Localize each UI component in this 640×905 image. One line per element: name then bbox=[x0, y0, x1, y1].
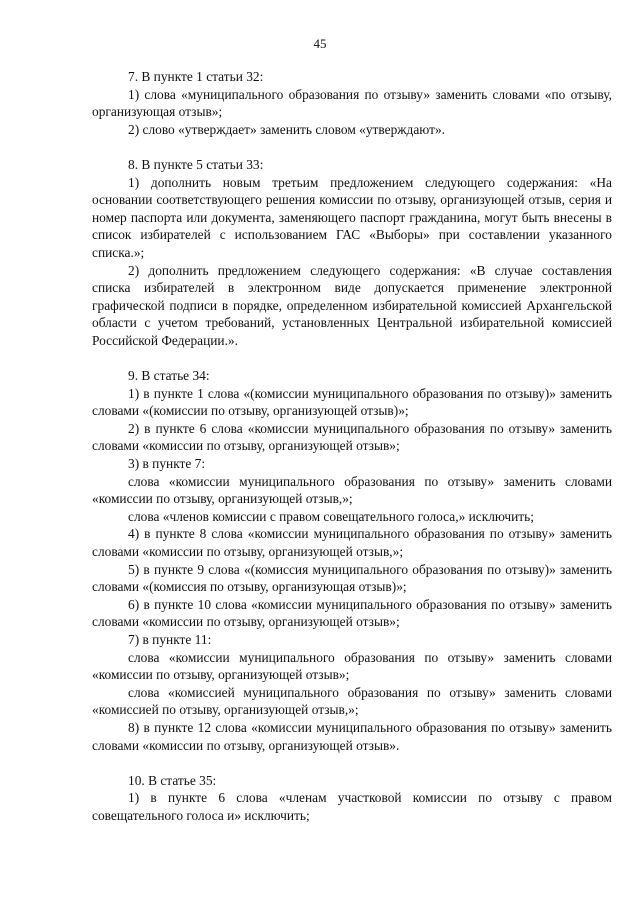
paragraph: 1) дополнить новым третьим предложением следующего содержания: «На основании соответствующего решения комиссии по отзыву, организующей отзыв, серия и номер паспорта или документа, заменяющего паспорт гражданина, могут быть внесены в список избирателей с использованием ГАС «Выборы» при составлении указанного списка.»; bbox=[92, 174, 612, 260]
paragraph: 2) дополнить предложением следующего содержания: «В случае составления списка избирателей в электронном виде допускается применение электронной графической подписи в порядке, определенном избирательной комиссией Архангельской области с учетом требований, установленных Центральной избирательной комиссией Российской Федерации.». bbox=[92, 262, 612, 348]
page-number: 45 bbox=[313, 36, 327, 51]
paragraph: 8) в пункте 12 слова «комиссии муниципального образования по отзыву» заменить словами «комиссии по отзыву, организующей отзыв». bbox=[92, 719, 612, 753]
paragraph: 1) в пункте 6 слова «членам участковой комиссии по отзыву с правом совещательного голоса и» исключить; bbox=[92, 790, 612, 823]
paragraph: 2) в пункте 6 слова «комиссии муниципального образования по отзыву» заменить словами «комиссии по отзыву, организующей отзыв»; bbox=[92, 420, 612, 454]
paragraph: 10. В статье 35: bbox=[128, 772, 217, 788]
section-item-8 bbox=[92, 156, 612, 350]
paragraph: 1) слова «муниципального образования по отзыву» заменить словами «по отзыву, организующая отзыв»; bbox=[92, 86, 612, 120]
section-item-9 bbox=[92, 367, 612, 754]
section-spacer bbox=[92, 138, 612, 156]
paragraph: 8. В пункте 5 статьи 33: bbox=[128, 156, 264, 172]
paragraph: слова «комиссии муниципального образования по отзыву» заменить словами «комиссии по отзыву, организующей отзыв,»; bbox=[92, 473, 612, 507]
paragraph: 2) слово «утверждает» заменить словом «утверждают». bbox=[128, 121, 446, 137]
paragraph: 6) в пункте 10 слова «комиссии муниципального образования по отзыву» заменить словами «комиссии по отзыву, организующей отзыв»; bbox=[92, 596, 612, 630]
section-spacer bbox=[92, 350, 612, 368]
paragraph: слова «комиссии муниципального образования по отзыву» заменить словами «комиссии по отзыву, организующей отзыв»; bbox=[92, 649, 612, 683]
paragraph: слова «членов комиссии с правом совещательного голоса,» исключить; bbox=[128, 508, 534, 524]
paragraph: слова «комиссией муниципального образования по отзыву» заменить словами «комиссией по отзыву, организующей отзыв,»; bbox=[92, 684, 612, 718]
paragraph: 7. В пункте 1 статьи 32: bbox=[128, 69, 264, 84]
paragraph: 1) в пункте 1 слова «(комиссии муниципального образования по отзыву)» заменить словами «(комиссии по отзыву, организующей отзыв)»; bbox=[92, 385, 612, 419]
paragraph: 4) в пункте 8 слова «комиссии муниципального образования по отзыву» заменить словами «комиссии по отзыву, организующей отзыв,»; bbox=[92, 526, 612, 560]
paragraph: 9. В статье 34: bbox=[128, 368, 210, 384]
section-item-7 bbox=[92, 68, 612, 138]
paragraph: 5) в пункте 9 слова «(комиссия муниципального образования по отзыву)» заменить словами «(комиссия по отзыву, организующая отзыв)»; bbox=[92, 561, 612, 595]
document-body bbox=[92, 68, 612, 825]
section-spacer bbox=[92, 754, 612, 772]
paragraph: 3) в пункте 7: bbox=[128, 456, 206, 472]
paragraph: 7) в пункте 11: bbox=[128, 632, 212, 647]
section-item-10 bbox=[92, 772, 612, 825]
